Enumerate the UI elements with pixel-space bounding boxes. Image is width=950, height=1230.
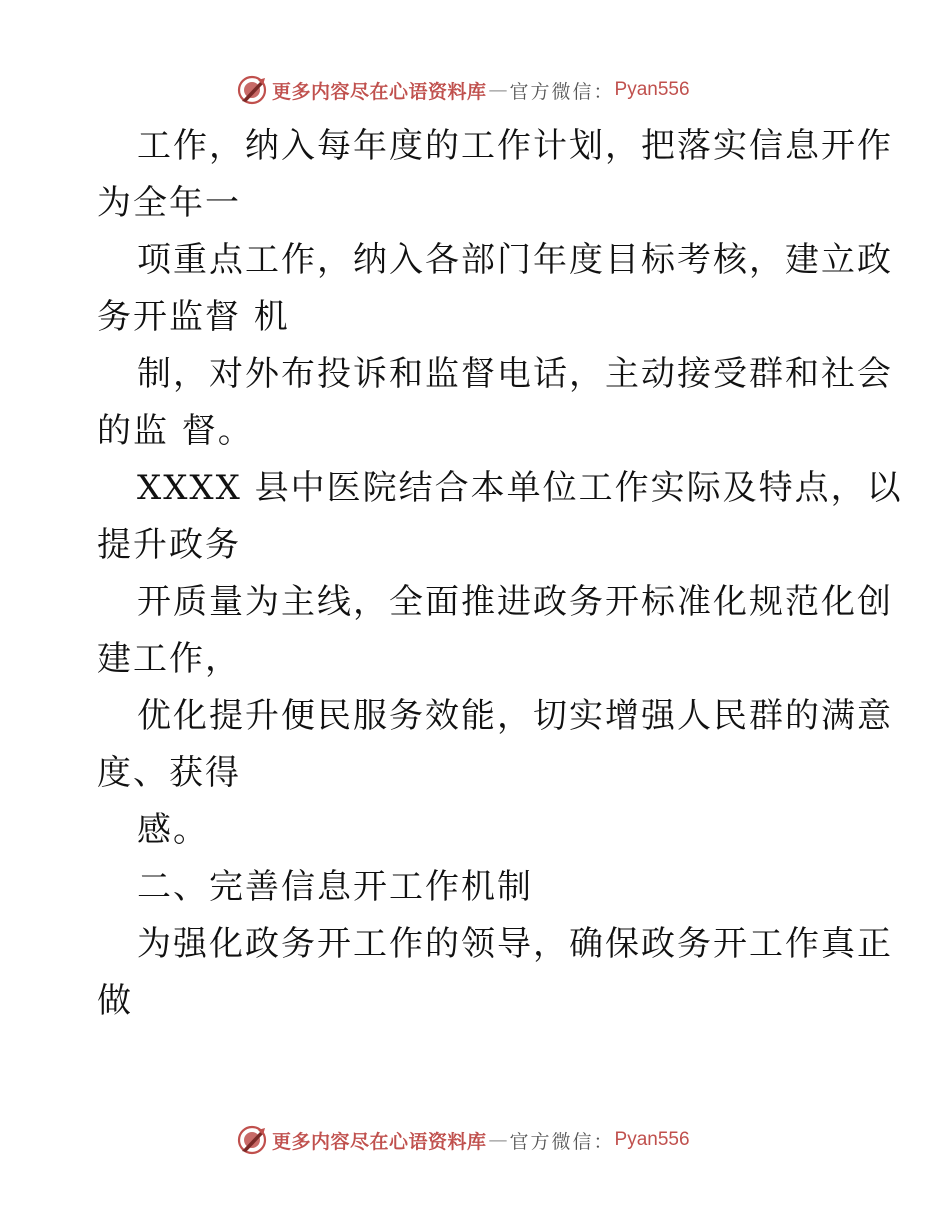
watermark-text: 更多内容尽在心语资料库 [272, 80, 487, 103]
text-line: 的监 督。 [97, 411, 254, 451]
text-line: 建工作， [97, 639, 241, 679]
text-line: 制，对外布投诉和监督电话，主动接受群和社会 [137, 354, 893, 394]
text-line: 优化提升便民服务效能，切实增强人民群的满意 [137, 696, 893, 736]
quill-seal-icon [236, 1124, 268, 1156]
watermark-separator: — [488, 1129, 508, 1151]
wechat-label: 官方微信： [509, 1130, 615, 1153]
text-line: 提升政务 [97, 525, 241, 565]
text-line: 为强化政务开工作的领导，确保政务开工作真正 [137, 924, 893, 964]
text-line: 做 [97, 981, 133, 1021]
footer-watermark [236, 1124, 690, 1156]
text-line: 项重点工作，纳入各部门年度目标考核，建立政 [137, 240, 893, 280]
wechat-id: Pyan556 [614, 79, 690, 100]
text-line: 为全年一 [97, 183, 241, 223]
body-text [97, 118, 903, 1030]
watermark-separator: — [488, 79, 508, 101]
text-line: 工作，纳入每年度的工作计划，把落实信息开作 [137, 126, 893, 166]
text-line: XXXX 县中医院结合本单位工作实际及特点，以 [137, 468, 903, 508]
section-heading: 二、完善信息开工作机制 [137, 867, 533, 907]
text-line: 度、获得 [97, 753, 241, 793]
text-line: 开质量为主线，全面推进政务开标准化规范化创 [137, 582, 893, 622]
header-watermark [236, 74, 690, 106]
wechat-label: 官方微信： [509, 80, 615, 103]
quill-seal-icon [236, 74, 268, 106]
wechat-id: Pyan556 [614, 1129, 690, 1150]
text-line: 感。 [137, 810, 209, 850]
text-line: 务开监督 机 [97, 297, 290, 337]
watermark-text: 更多内容尽在心语资料库 [272, 1130, 487, 1153]
